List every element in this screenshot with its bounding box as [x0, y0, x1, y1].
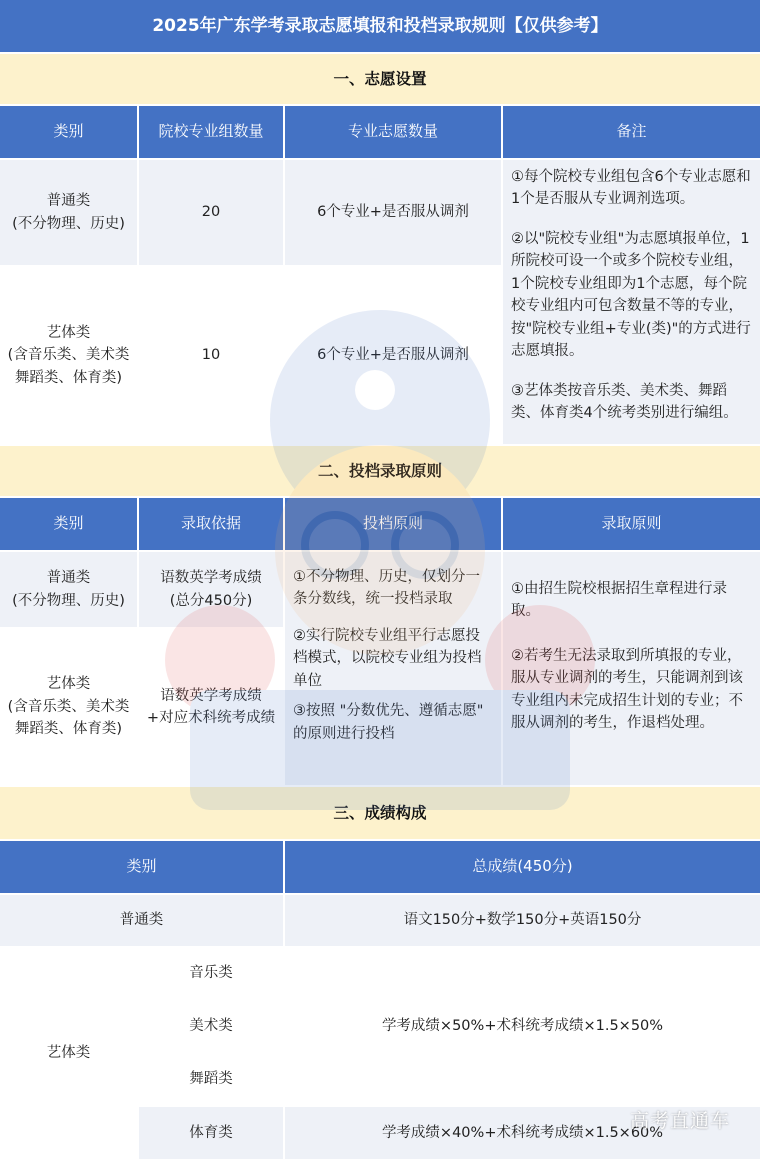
column-header: 总成绩(450分) [285, 841, 760, 893]
section-heading-3: 三、成绩构成 [0, 787, 760, 839]
category-general: 普通类 (不分物理、历史) [0, 552, 137, 627]
footer-watermark: 高考直通车 [629, 1110, 730, 1132]
group-count: 20 [139, 160, 283, 265]
category-arts: 艺体类 (含音乐类、美术类 舞蹈类、体育类) [0, 267, 137, 444]
section-heading-2: 二、投档录取原则 [0, 446, 760, 496]
general-formula: 语文150分+数学150分+英语150分 [285, 895, 760, 946]
section-heading-1: 一、志愿设置 [0, 54, 760, 104]
note-item: ①每个院校专业组包含6个专业志愿和1个是否服从专业调剂选项。 [511, 169, 751, 208]
category-general: 普通类 [0, 895, 283, 946]
note-item: ③艺体类按音乐类、美术类、舞蹈类、体育类4个统考类别进行编组。 [511, 382, 738, 422]
notes-cell [503, 160, 760, 444]
column-header: 录取原则 [503, 498, 760, 550]
column-header: 类别 [0, 498, 137, 550]
column-header: 院校专业组数量 [139, 106, 283, 158]
column-header: 专业志愿数量 [285, 106, 501, 158]
group-count: 10 [139, 267, 283, 444]
arts-subcategory: 美术类 [139, 1001, 283, 1052]
major-count: 6个专业+是否服从调剂 [285, 267, 501, 444]
filing-item: ①不分物理、历史，仅划分一条分数线，统一投档录取 [293, 569, 480, 608]
column-header: 类别 [0, 106, 137, 158]
category-arts: 艺体类 [0, 948, 137, 1159]
page-title: 2025年广东学考录取志愿填报和投档录取规则【仅供参考】 [0, 0, 760, 52]
category-arts: 艺体类 (含音乐类、美术类 舞蹈类、体育类) [0, 629, 137, 785]
note-item: ②以"院校专业组"为志愿填报单位，1所院校可设一个或多个院校专业组，1个院校专业组即为1个志愿，每个院校专业组内可包含数量不等的专业，按"院校专业组+专业(类)"的方式进行志愿填报。 [511, 230, 751, 360]
filing-item: ②实行院校专业组平行志愿投档模式，以院校专业组为投档单位 [293, 627, 482, 689]
arts-subcategory: 体育类 [139, 1107, 283, 1159]
arts-subcategory: 舞蹈类 [139, 1054, 283, 1105]
filing-principles-cell [285, 552, 501, 785]
sports-formula: 学考成绩×40%+术科统考成绩×1.5×60% [285, 1107, 760, 1159]
admission-item: ①由招生院校根据招生章程进行录取。 [511, 581, 727, 620]
admission-basis: 语数英学考成绩 (总分450分) [139, 552, 283, 627]
admission-basis: 语数英学考成绩 +对应术科统考成绩 [139, 629, 283, 785]
column-header: 备注 [503, 106, 760, 158]
arts-subcategory: 音乐类 [139, 948, 283, 999]
column-header: 录取依据 [139, 498, 283, 550]
filing-item: ③按照 "分数优先、遵循志愿" 的原则进行投档 [293, 703, 484, 742]
column-header: 类别 [0, 841, 283, 893]
arts-formula: 学考成绩×50%+术科统考成绩×1.5×50% [285, 948, 760, 1105]
column-header: 投档原则 [285, 498, 501, 550]
major-count: 6个专业+是否服从调剂 [285, 160, 501, 265]
category-general: 普通类 (不分物理、历史) [0, 160, 137, 265]
admission-principles-cell [503, 552, 760, 785]
admission-item: ②若考生无法录取到所填报的专业，服从专业调剂的考生，只能调剂到该专业组内未完成招生计划的专业；不服从调剂的考生，作退档处理。 [511, 647, 743, 732]
